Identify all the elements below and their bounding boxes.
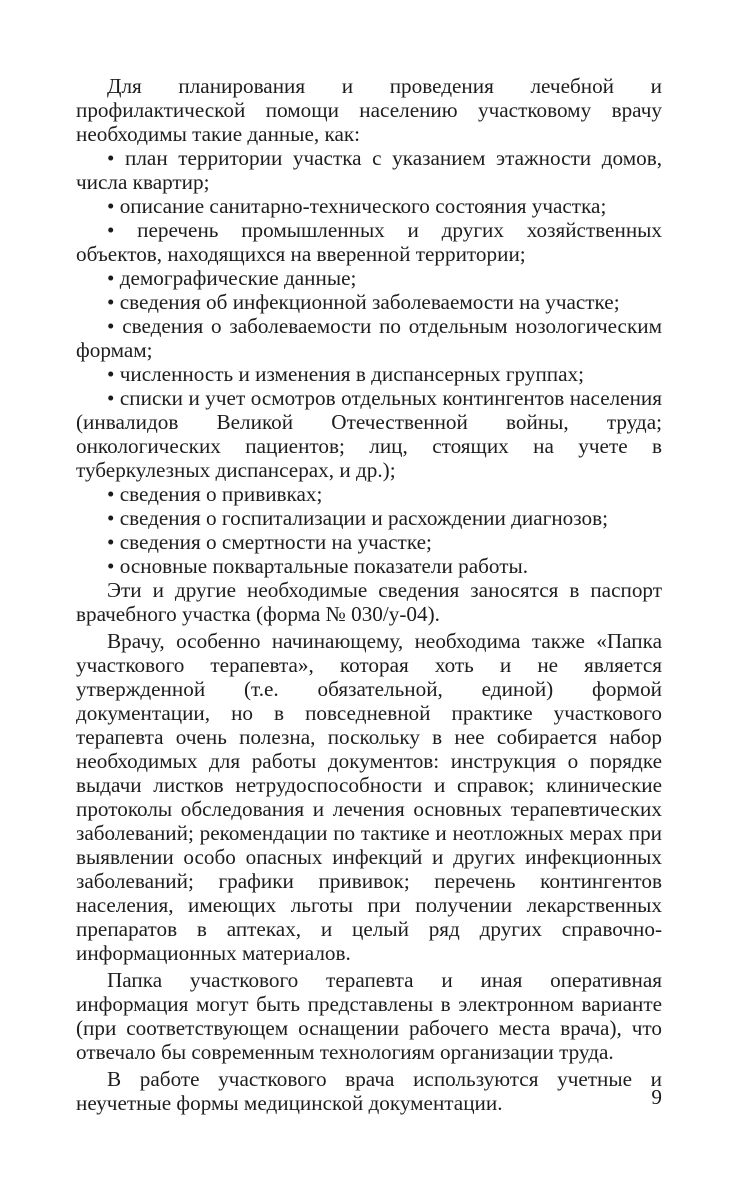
passport-paragraph: Эти и другие необходимые сведения заносятся в паспорт врачебного участка (форма № 030/у-04). <box>76 578 662 626</box>
page-number: 9 <box>651 1085 662 1109</box>
bullet-item: • основные поквартальные показатели работы. <box>107 554 529 578</box>
intro-paragraph: Для планирования и проведения лечебной и профилактической помощи населению участковому врачу необходимы такие данные, как: <box>76 74 662 146</box>
bullet-item: • план территории участка с указанием этажности домов, числа квартир; <box>76 146 662 194</box>
bullet-item: • сведения о прививках; <box>107 482 323 506</box>
bullet-item: • перечень промышленных и других хозяйственных объектов, находящихся на вверенной территории; <box>76 218 662 266</box>
bullet-item: • сведения об инфекционной заболеваемости на участке; <box>107 290 620 314</box>
forms-paragraph: В работе участкового врача используются учетные и неучетные формы медицинской документации. <box>76 1067 662 1115</box>
page-body <box>76 74 662 1115</box>
bullet-item: • сведения о смертности на участке; <box>107 530 432 554</box>
electronic-paragraph: Папка участкового терапевта и иная оперативная информация могут быть представлены в электронном варианте (при соответствующем оснащении рабочего места врача), что отвечало бы современным технологиям организации труда. <box>76 968 662 1064</box>
bullet-item: • списки и учет осмотров отдельных контингентов населения (инвалидов Великой Отечественной войны, труда; онкологических пациентов; лиц, стоящих на учете в туберкулезных диспансерах, и др.); <box>76 386 662 482</box>
bullet-item: • сведения о заболеваемости по отдельным нозологическим формам; <box>76 314 662 362</box>
bullet-item: • сведения о госпитализации и расхождении диагнозов; <box>107 506 609 530</box>
folder-paragraph: Врачу, особенно начинающему, необходима также «Папка участкового терапевта», которая хоть и не является утвержденной (т.е. обязательной, единой) формой документации, но в повседневной практике участкового терапевта очень полезна, поскольку в нее собирается набор необходимых для работы документов: инструкция о порядке выдачи листков нетрудоспособности и справок; клинические протоколы обследования и лечения основных терапевтических заболеваний; рекомендации по тактике и неотложных мерах при выявлении особо опасных инфекций и других инфекционных заболеваний; графики прививок; перечень контингентов населения, имеющих льготы при получении лекарственных препаратов в аптеках, и целый ряд других справочно-информационных материалов. <box>76 629 662 965</box>
bullet-item: • численность и изменения в диспансерных группах; <box>107 362 585 386</box>
bullet-item: • демографические данные; <box>107 266 357 290</box>
bullet-item: • описание санитарно-технического состояния участка; <box>107 194 607 218</box>
